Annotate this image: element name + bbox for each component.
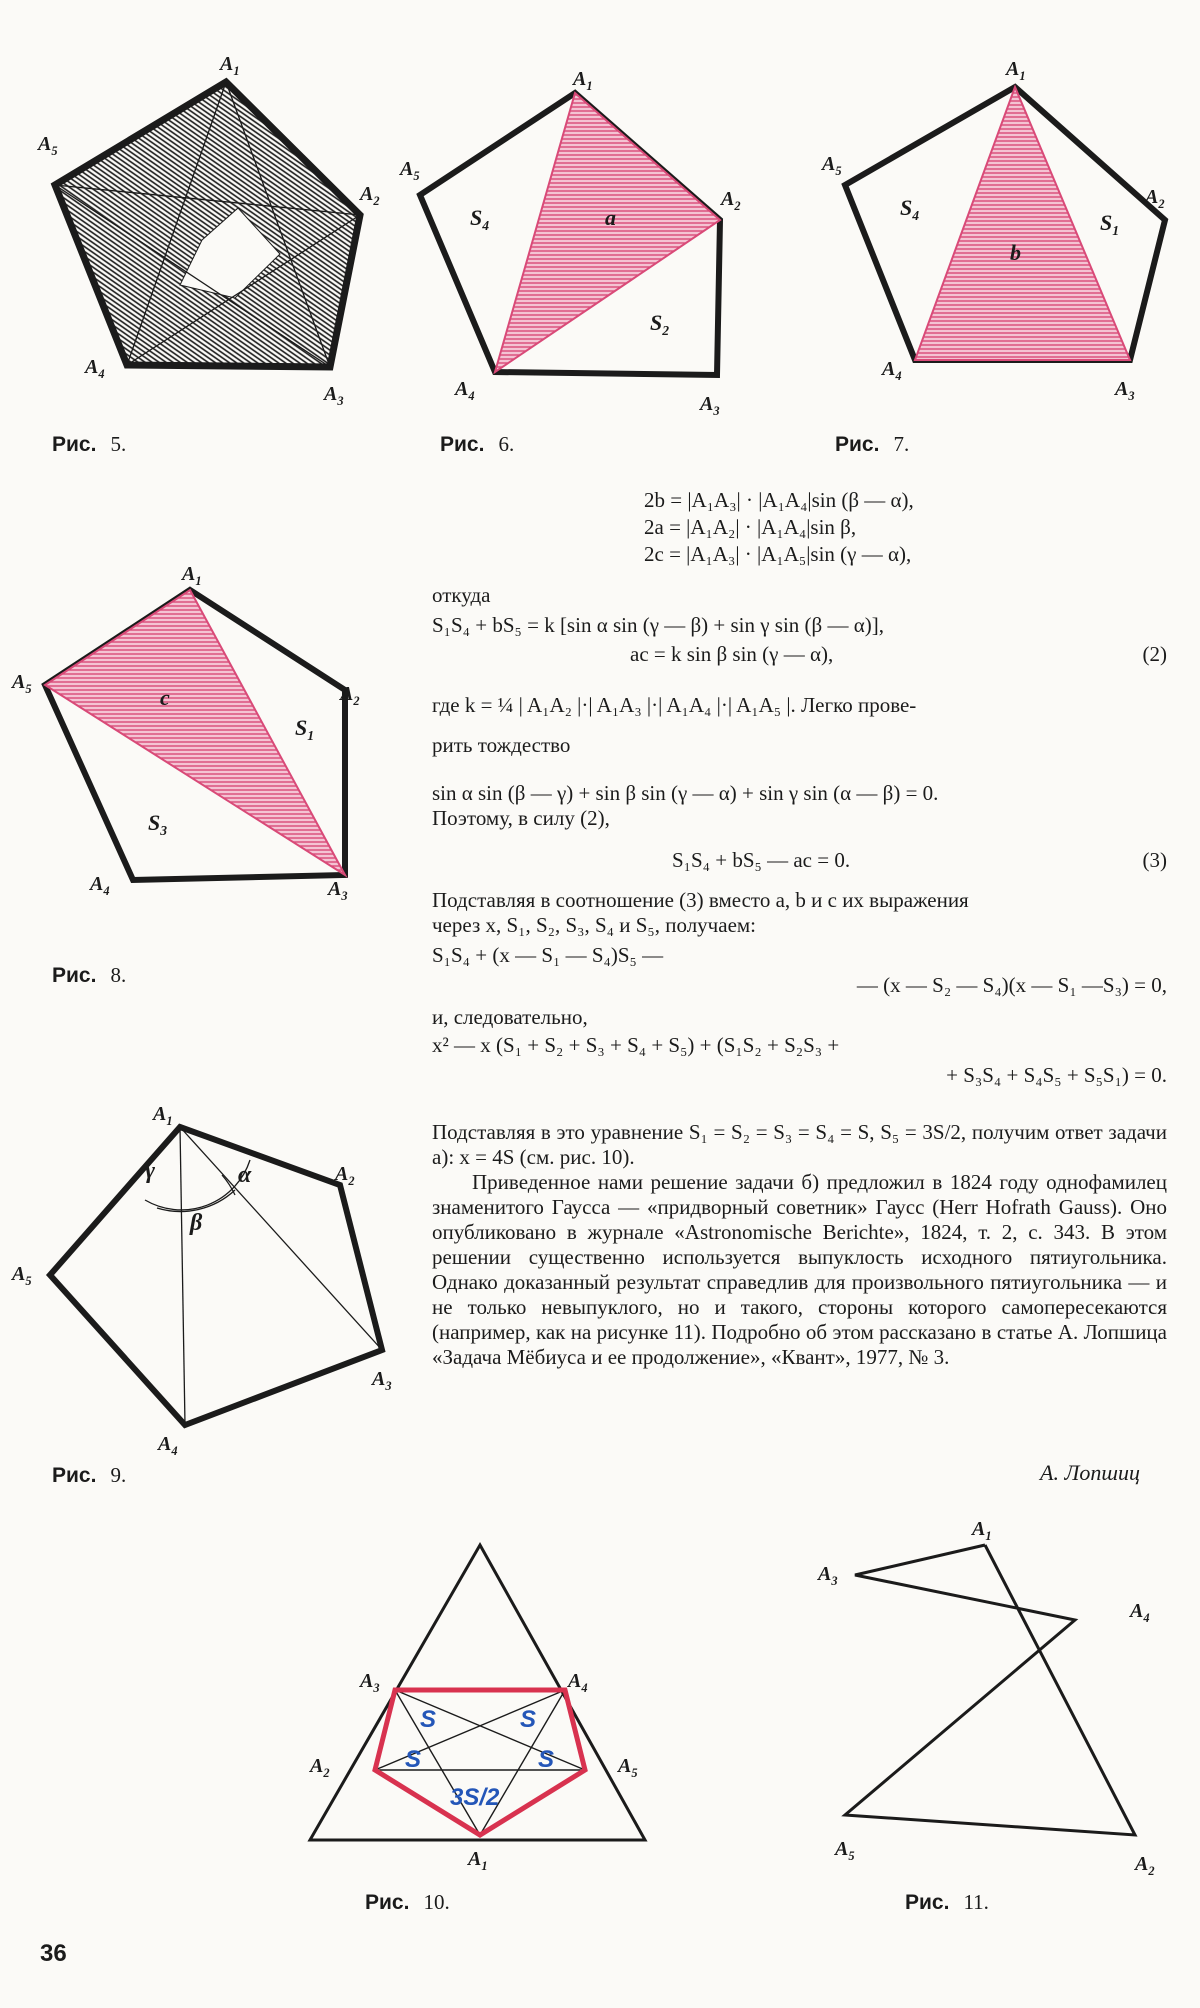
eq-4a: S₁S₄ + (x — S₁ — S₄)S₅ — xyxy=(432,943,664,967)
svg-text:A5: $A_5$ xyxy=(12,671,32,696)
region-s3: $S_3$ xyxy=(148,810,168,838)
eq-ac: ac = k sin β sin (γ — α), xyxy=(630,642,834,666)
i-sled: и, следовательно, xyxy=(432,1005,588,1029)
caption-fig10: Рис. 10. xyxy=(365,1890,450,1914)
caption-fig11: Рис. 11. xyxy=(905,1890,989,1914)
figure-7 xyxy=(810,55,1180,415)
region-s4: $S_4$ xyxy=(470,205,490,233)
svg-text:A3: $A_3$ xyxy=(818,1563,838,1588)
paragraph-main: Приведенное нами решение задачи б) предложил в 1824 году однофамилец знаменитого Гаусса — «придворный советник» Гаусс (Herr Hofrath Gauss). Оно опубликовано в журнале «Astronomische Berichte», 1824, т. 2, с. 343. В этом решении существенно используется выпуклость исходного пятиугольника. Однако доказанный результат справедлив для произвольного пятиугольника — и не только невыпуклого, но и такого, стороны которого самопересекаются (например, как на рисунке 11). Подробно об этом рассказано в статье А. Лопшица «Задача Мёбиуса и ее продолжение», «Квант», 1977, № 3. xyxy=(432,1170,1167,1369)
svg-text:A2: $A_2$ xyxy=(1145,186,1165,211)
svg-text:A4: $A_4$ xyxy=(882,358,902,383)
eq-number-2: (2) xyxy=(1142,642,1167,666)
svg-text:A2: $A_2$ xyxy=(1135,1853,1155,1878)
svg-text:A1: $A_1$ xyxy=(573,68,593,93)
svg-text:A4: $A_4$ xyxy=(1130,1600,1150,1625)
otkuda: откуда xyxy=(432,583,491,607)
svg-text:A3: $A_3$ xyxy=(328,878,348,903)
label-a2: $A_2$ xyxy=(360,183,380,208)
eq-number-3: (3) xyxy=(1142,848,1167,872)
svg-text:A4: $A_4$ xyxy=(455,378,475,403)
caption-fig5: Рис. 5. xyxy=(52,432,127,456)
svg-text:A2: $A_2$ xyxy=(340,683,360,708)
region-b: b xyxy=(1010,240,1021,265)
svg-text:A3: $A_3$ xyxy=(360,1670,380,1695)
eq-4b: — (x — S₂ — S₄)(x — S₁ —S₃) = 0, xyxy=(856,973,1167,997)
svg-text:A5: $A_5$ xyxy=(400,158,420,183)
poetomu: Поэтому, в силу (2), xyxy=(432,806,610,830)
svg-text:A2: $A_2$ xyxy=(721,188,741,213)
svg-text:A3: $A_3$ xyxy=(700,393,720,418)
eq-5b: + S₃S₄ + S₄S₅ + S₅S₁) = 0. xyxy=(946,1063,1167,1087)
eq-2b: 2b = |A₁A₃| · |A₁A₄|sin (β — α), xyxy=(644,488,914,512)
svg-text:S: S xyxy=(420,1706,437,1733)
svg-text:A5: $A_5$ xyxy=(618,1755,638,1780)
svg-text:S: S xyxy=(538,1746,555,1773)
page-number: 36 xyxy=(40,1940,67,1967)
svg-text:A3: $A_3$ xyxy=(372,1368,392,1393)
eq-2a: 2a = |A₁A₂| · |A₁A₄|sin β, xyxy=(644,515,857,539)
region-c: c xyxy=(160,685,170,710)
region-s1: $S_1$ xyxy=(1100,210,1120,238)
figure-11 xyxy=(800,1510,1180,1880)
angle-beta: β xyxy=(190,1210,203,1236)
angle-alpha: α xyxy=(238,1162,252,1188)
svg-text:A1: $A_1$ xyxy=(153,1103,173,1128)
svg-text:A2: $A_2$ xyxy=(310,1755,330,1780)
svg-text:A1: $A_1$ xyxy=(972,1518,992,1543)
eq-s1s4: S₁S₄ + bS₅ = k [sin α sin (γ — β) + sin γ sin (β — α)], xyxy=(432,613,884,637)
svg-text:A4: $A_4$ xyxy=(90,873,110,898)
svg-text:3S/2: 3S/2 xyxy=(450,1784,500,1811)
gde-k: где k = ¼ | A₁A₂ |·| A₁A₃ |·| A₁A₄ |·| A₁A₅ |. Легко прове- xyxy=(432,693,917,717)
eq-2c: 2c = |A₁A₃| · |A₁A₅|sin (γ — α), xyxy=(644,542,912,566)
svg-text:A1: $A_1$ xyxy=(468,1848,488,1873)
region-s2: $S_2$ xyxy=(650,310,670,338)
svg-text:S: S xyxy=(405,1746,422,1773)
podst-line1: Подставляя в соотношение (3) вместо a, b и c их выражения xyxy=(432,888,969,912)
label-a5: $A_5$ xyxy=(38,133,58,158)
paragraph-answer: Подставляя в это уравнение S₁ = S₂ = S₃ = S₄ = S, S₅ = 3S/2, получим ответ задачи а): x = 4S (см. рис. 10). xyxy=(432,1120,1167,1169)
figure-10 xyxy=(300,1535,680,1875)
svg-text:S: S xyxy=(520,1706,537,1733)
rit-tozhdestvo: рить тождество xyxy=(432,733,571,757)
svg-text:A5: $A_5$ xyxy=(835,1838,855,1863)
figure-8 xyxy=(10,560,410,920)
caption-fig7: Рис. 7. xyxy=(835,432,910,456)
region-s1: $S_1$ xyxy=(295,715,315,743)
caption-fig6: Рис. 6. xyxy=(440,432,515,456)
svg-text:A5: $A_5$ xyxy=(822,153,842,178)
svg-text:A1: $A_1$ xyxy=(182,563,202,588)
caption-fig9: Рис. 9. xyxy=(52,1463,127,1487)
region-s4: $S_4$ xyxy=(900,195,920,223)
svg-text:A1: $A_1$ xyxy=(1006,58,1026,83)
figure-9 xyxy=(10,1100,410,1460)
identity: sin α sin (β — γ) + sin β sin (γ — α) + sin γ sin (α — β) = 0. xyxy=(432,781,939,805)
figure-5 xyxy=(30,40,390,420)
figure-6 xyxy=(395,65,755,425)
region-a: a xyxy=(605,205,616,230)
author: А. Лопшиц xyxy=(1040,1460,1140,1485)
eq-5a: x² — x (S₁ + S₂ + S₃ + S₄ + S₅) + (S₁S₂ + S₂S₃ + xyxy=(432,1033,840,1057)
angle-gamma: γ xyxy=(145,1158,155,1184)
svg-text:A5: $A_5$ xyxy=(12,1263,32,1288)
label-a4: $A_4$ xyxy=(85,356,105,381)
label-a3: $A_3$ xyxy=(324,383,344,408)
svg-text:A3: $A_3$ xyxy=(1115,378,1135,403)
svg-text:A4: $A_4$ xyxy=(568,1670,588,1695)
label-a1: $A_1$ xyxy=(220,53,240,78)
svg-text:A4: $A_4$ xyxy=(158,1433,178,1458)
caption-fig8: Рис. 8. xyxy=(52,963,127,987)
svg-text:A2: $A_2$ xyxy=(335,1163,355,1188)
podst-line2: через x, S₁, S₂, S₃, S₄ и S₅, получаем: xyxy=(432,913,757,937)
eq-3: S₁S₄ + bS₅ — ac = 0. xyxy=(672,848,851,872)
